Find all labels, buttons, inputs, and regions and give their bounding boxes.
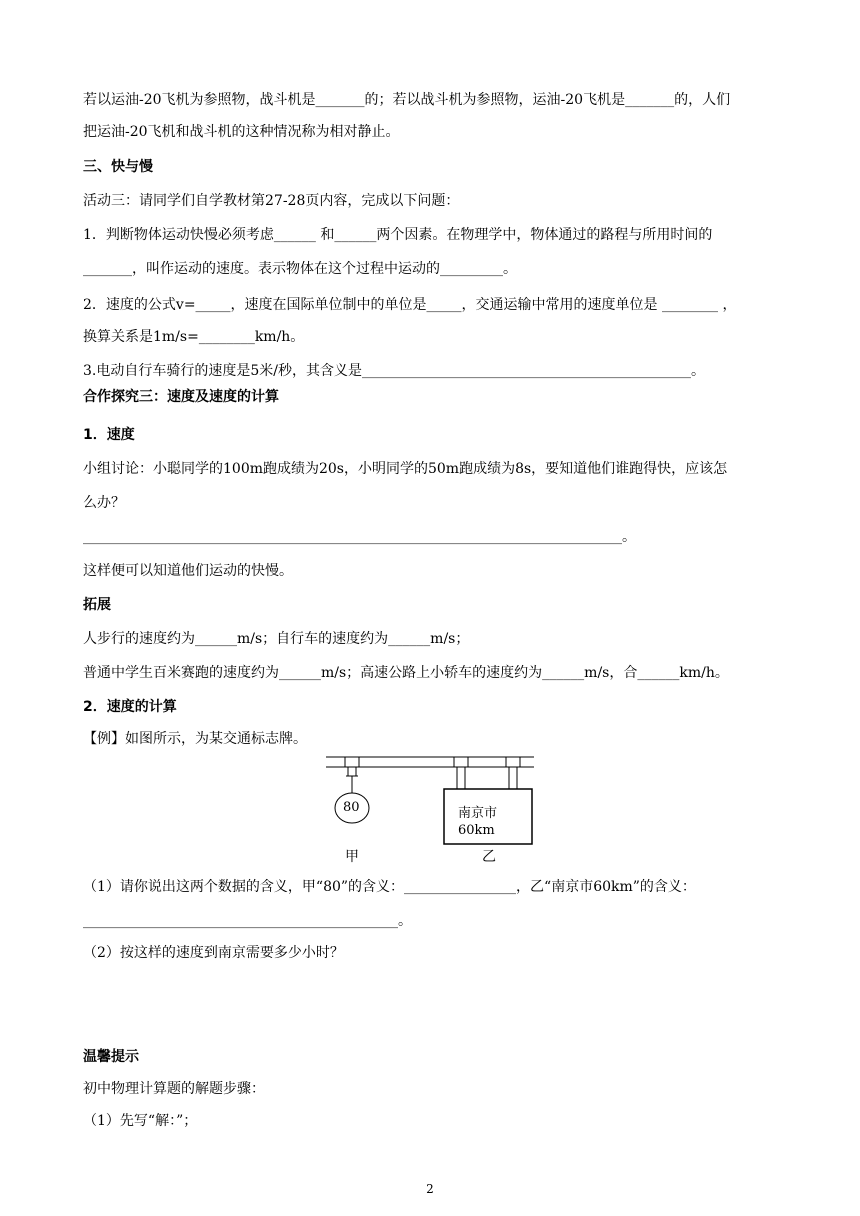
activity-three: 活动三：请同学们自学教材第27-28页内容，完成以下问题： bbox=[83, 193, 460, 209]
speed-limit-value: 80 bbox=[343, 800, 360, 815]
sign-city-name: 南京市 bbox=[458, 806, 498, 821]
question-1-line-1: 1．判断物体运动快慢必须考虑______ 和______两个因素。在物理学中，物体通过的路程与所用时间的 bbox=[83, 227, 713, 243]
text-conclusion: 这样便可以知道他们运动的快慢。 bbox=[83, 563, 293, 579]
text-line-2: 把运油-20飞机和战斗机的这种情况称为相对静止。 bbox=[83, 124, 400, 140]
extension-line-1: 人步行的速度约为______m/s；自行车的速度约为______m/s； bbox=[83, 631, 470, 647]
tips-heading: 温馨提示 bbox=[83, 1049, 139, 1065]
extension-heading: 拓展 bbox=[83, 597, 111, 613]
answer-blank-line: _____________________________________________________________________________。 bbox=[83, 529, 636, 545]
section-heading-3: 三、快与慢 bbox=[83, 159, 153, 175]
question-2-line-2: 换算关系是1m/s=________km/h。 bbox=[83, 329, 305, 345]
subheading-speed: 1．速度 bbox=[83, 427, 135, 443]
group-discussion-line-2: 么办？ bbox=[83, 495, 125, 511]
label-yi: 乙 bbox=[482, 849, 496, 865]
sign-distance: 60km bbox=[458, 823, 495, 838]
question-2-line-1: 2．速度的公式v=_____，速度在国际单位制中的单位是_____，交通运输中常用的速度单位是 ________ ， bbox=[83, 297, 737, 313]
text-line-1: 若以运油-20飞机为参照物，战斗机是_______的；若以战斗机为参照物，运油-20飞机是_______的，人们 bbox=[83, 92, 731, 108]
label-jia: 甲 bbox=[345, 849, 359, 865]
sub-question-2: （2）按这样的速度到南京需要多少小时？ bbox=[83, 945, 344, 961]
group-discussion-line-1: 小组讨论：小聪同学的100m跑成绩为20s，小明同学的50m跑成绩为8s，要知道他们谁跑得快，应该怎 bbox=[83, 461, 728, 477]
cooperative-heading: 合作探究三：速度及速度的计算 bbox=[83, 389, 279, 405]
question-3: 3.电动自行车骑行的速度是5米/秒，其含义是_______________________________________________。 bbox=[83, 363, 705, 379]
question-1-line-2: _______，叫作运动的速度。表示物体在这个过程中运动的_________。 bbox=[83, 261, 517, 277]
example-intro: 【例】如图所示，为某交通标志牌。 bbox=[83, 731, 307, 747]
page-number: 2 bbox=[426, 1182, 434, 1196]
tips-intro: 初中物理计算题的解题步骤： bbox=[83, 1081, 265, 1097]
extension-line-2: 普通中学生百米赛跑的速度约为______m/s；高速公路上小轿车的速度约为______m/s，合______km/h。 bbox=[83, 665, 729, 681]
traffic-sign-figure bbox=[326, 752, 536, 865]
sub-question-1-line-1: （1）请你说出这两个数据的含义，甲“80”的含义：________________，乙“南京市60km”的含义： bbox=[83, 879, 696, 895]
sub-question-1-line-2: _____________________________________________。 bbox=[83, 913, 412, 929]
subheading-calculation: 2．速度的计算 bbox=[83, 699, 177, 715]
tips-step-1: （1）先写“解：”； bbox=[83, 1113, 198, 1129]
